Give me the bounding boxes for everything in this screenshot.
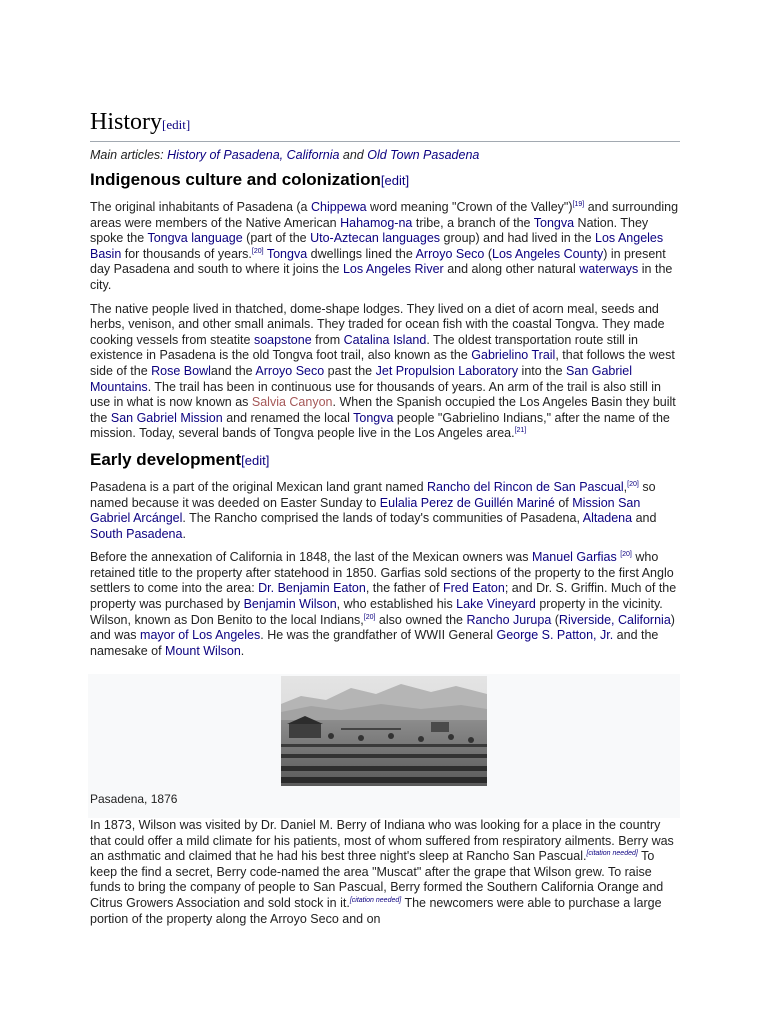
text: . The oldest transportation route still in existence in Pasadena is the old Tongva foot trail, also known as the: [90, 332, 639, 363]
link-eulalia-perez[interactable]: Eulalia Perez de Guillén Mariné: [379, 495, 555, 510]
text: and along other natural: [443, 262, 580, 277]
link-san-gabriel-mission[interactable]: San Gabriel Mission: [110, 410, 223, 425]
text: To keep the find a secret, Berry code-named the area "Muscat" after the grape that Wilson grew. To raise funds to bring the company of people to San Pascual, Berry formed the Southern California Orange and Citrus Growers Association and sold stock in it.: [90, 849, 664, 910]
reference-21[interactable]: [21]: [514, 427, 527, 435]
link-san-gabriel-mountains[interactable]: San Gabriel Mountains: [90, 363, 633, 394]
text: The original inhabitants of Pasadena (a: [90, 200, 311, 214]
link-jet-propulsion-laboratory[interactable]: Jet Propulsion Laboratory: [375, 363, 519, 378]
link-rancho-jurupa[interactable]: Rancho Jurupa: [466, 612, 552, 627]
section-title: History: [90, 109, 162, 135]
link-la-basin[interactable]: Los Angeles Basin: [90, 231, 664, 261]
link-catalina-island[interactable]: Catalina Island: [343, 332, 427, 347]
section-heading-history: [90, 108, 680, 142]
link-tongva[interactable]: Tongva: [353, 410, 394, 425]
link-tongva[interactable]: Tongva: [533, 215, 575, 230]
text: ,: [623, 479, 628, 494]
link-south-pasadena[interactable]: South Pasadena: [90, 526, 183, 541]
link-altadena[interactable]: Altadena: [582, 511, 633, 526]
text: ) and was: [90, 612, 675, 643]
text: from: [311, 332, 344, 347]
edit-link-indigenous[interactable]: [edit]: [380, 173, 410, 188]
text: Pasadena is a part of the original Mexican land grant named: [90, 479, 428, 494]
link-manuel-garfias[interactable]: Manuel Garfias: [531, 550, 617, 565]
reference-20[interactable]: [20]: [363, 613, 376, 621]
figure-caption: Pasadena, 1876: [90, 792, 178, 806]
text: ) in present day Pasadena and south to where it joins the: [90, 246, 666, 277]
link-salvia-canyon[interactable]: Salvia Canyon: [251, 395, 333, 410]
text: ; and Dr. S. Griffin. Much of the property was purchased by: [90, 581, 677, 612]
article-content: [90, 108, 680, 659]
hatnote-prefix: Main articles:: [90, 148, 168, 162]
text: also owned the: [375, 612, 467, 627]
text: and: [632, 511, 657, 526]
link-benjamin-wilson[interactable]: Benjamin Wilson: [243, 597, 337, 612]
paragraph-indigenous-2: [90, 302, 680, 442]
text: into the: [518, 363, 567, 378]
link-riverside-california[interactable]: Riverside, California: [558, 612, 671, 627]
reference-19[interactable]: [19]: [572, 200, 585, 208]
text: tribe, a branch of the: [412, 215, 534, 230]
text: (: [484, 246, 492, 261]
text: people "Gabrielino Indians," after the name of the mission. Today, several bands of Tongva people live in the Los Angeles area.: [90, 410, 670, 441]
link-uto-aztecan[interactable]: Uto-Aztecan languages: [310, 231, 441, 246]
article-content-continued: [90, 818, 680, 927]
paragraph-early-3: [90, 818, 680, 927]
link-tongva[interactable]: Tongva: [266, 246, 308, 261]
link-old-town-pasadena[interactable]: Old Town Pasadena: [367, 148, 480, 162]
text: past the: [324, 363, 376, 378]
citation-needed[interactable]: [citation needed]: [349, 896, 402, 904]
text: and surrounding areas were members of the Native American: [90, 200, 679, 230]
edit-link-history[interactable]: [edit]: [162, 117, 191, 132]
text: who retained title to the property after statehood in 1850. Garfias sold sections of the property to the first Anglo settlers to come into the area:: [90, 550, 674, 596]
reference-20[interactable]: [20]: [251, 247, 264, 255]
link-mount-wilson[interactable]: Mount Wilson: [165, 643, 241, 658]
subsection-heading-early-development: [90, 449, 680, 472]
text: Before the annexation of California in 1848, the last of the Mexican owners was: [90, 550, 532, 565]
text: dwellings lined the: [307, 246, 416, 261]
text: In 1873, Wilson was visited by Dr. Daniel M. Berry of Indiana who was looking for a place in the country that could offer a mild climate for his patients, most of whom suffered from respiratory ailments. Berry was an asthmatic and claimed that he had his best three night's sleep at Rancho San Pascual.: [90, 818, 674, 864]
link-arroyo-seco[interactable]: Arroyo Seco: [415, 246, 485, 261]
paragraph-early-1: [90, 480, 680, 542]
photo-pasadena-1876[interactable]: [281, 676, 487, 786]
subsection-title: Early development: [90, 449, 242, 469]
text: The native people lived in thatched, dome-shape lodges. They lived on a diet of acorn meal, seeds and herbs, venison, and other small animals. They traded for ocean fish with the coastal Tongva. They made cooking vessels from steatite: [90, 301, 665, 347]
citation-needed[interactable]: [citation needed]: [586, 850, 638, 858]
figure-pasadena-1876: [88, 674, 680, 818]
link-soapstone[interactable]: soapstone: [253, 332, 312, 347]
link-gabrielino-trail[interactable]: Gabrielino Trail: [471, 348, 556, 363]
link-history-of-pasadena[interactable]: History of Pasadena, California: [167, 148, 340, 162]
text: property in the vicinity. Wilson, known as Don Benito to the local Indians,: [90, 597, 663, 627]
text: and renamed the local: [222, 410, 354, 425]
text: The newcomers were able to purchase a large portion of the property along the Arroyo Seco and on: [90, 895, 662, 926]
text: (part of the: [242, 231, 311, 246]
text: , the father of: [365, 581, 443, 596]
text: word meaning "Crown of the Valley"): [366, 200, 573, 214]
link-mission-san-gabriel[interactable]: Mission San Gabriel Arcángel: [90, 495, 641, 526]
text: (: [551, 612, 559, 627]
text: . When the Spanish occupied the Los Angeles Basin they built the: [90, 395, 676, 425]
text: . He was the grandfather of WWII General: [260, 628, 497, 643]
link-fred-eaton[interactable]: Fred Eaton: [442, 581, 505, 596]
link-la-county[interactable]: Los Angeles County: [492, 246, 604, 261]
hatnote-and: and: [339, 148, 368, 162]
text: . The trail has been in continuous use for thousands of years. An arm of the trail is also still in use in what is now known as: [90, 379, 661, 410]
paragraph-early-2: [90, 550, 680, 659]
paragraph-indigenous-1: [90, 200, 680, 294]
text: and the namesake of: [90, 628, 659, 658]
edit-link-early-development[interactable]: [edit]: [241, 452, 270, 468]
text: , that follows the west side of the: [90, 348, 675, 378]
link-tongva-language[interactable]: Tongva language: [147, 231, 243, 246]
text: for thousands of years.: [121, 246, 252, 261]
subsection-title: Indigenous culture and colonization: [90, 170, 381, 189]
text: , who established his: [336, 597, 457, 612]
text: . The Rancho comprised the lands of today's communities of Pasadena,: [182, 511, 583, 526]
link-rose-bowl[interactable]: Rose Bowl: [151, 363, 211, 378]
hatnote-main-articles: [90, 147, 680, 163]
text: group) and had lived in the: [440, 231, 596, 246]
text: Nation. They spoke the: [90, 215, 649, 246]
link-benjamin-eaton[interactable]: Dr. Benjamin Eaton: [258, 581, 366, 596]
text: in the city.: [90, 262, 673, 292]
link-la-river[interactable]: Los Angeles River: [342, 262, 444, 277]
link-george-patton[interactable]: George S. Patton, Jr.: [496, 628, 614, 643]
text: .: [240, 643, 245, 658]
link-hahamog-na[interactable]: Hahamog-na: [340, 215, 413, 230]
link-rancho-del-rincon[interactable]: Rancho del Rincon de San Pascual: [427, 479, 624, 494]
photo-illustration: [281, 676, 487, 786]
link-arroyo-seco[interactable]: Arroyo Seco: [255, 363, 325, 378]
reference-20[interactable]: [20]: [620, 551, 632, 559]
subsection-heading-indigenous: [90, 169, 680, 192]
text: .: [182, 526, 186, 541]
link-mayor-of-los-angeles[interactable]: mayor of Los Angeles: [140, 628, 261, 643]
link-chippewa[interactable]: Chippewa: [310, 200, 367, 214]
text: of: [554, 495, 573, 510]
reference-20[interactable]: [20]: [627, 480, 639, 488]
text: so named because it was deeded on Easter Sunday to: [90, 479, 656, 510]
link-lake-vineyard[interactable]: Lake Vineyard: [456, 597, 536, 612]
text: and the: [210, 363, 256, 378]
link-waterways[interactable]: waterways: [579, 262, 639, 277]
